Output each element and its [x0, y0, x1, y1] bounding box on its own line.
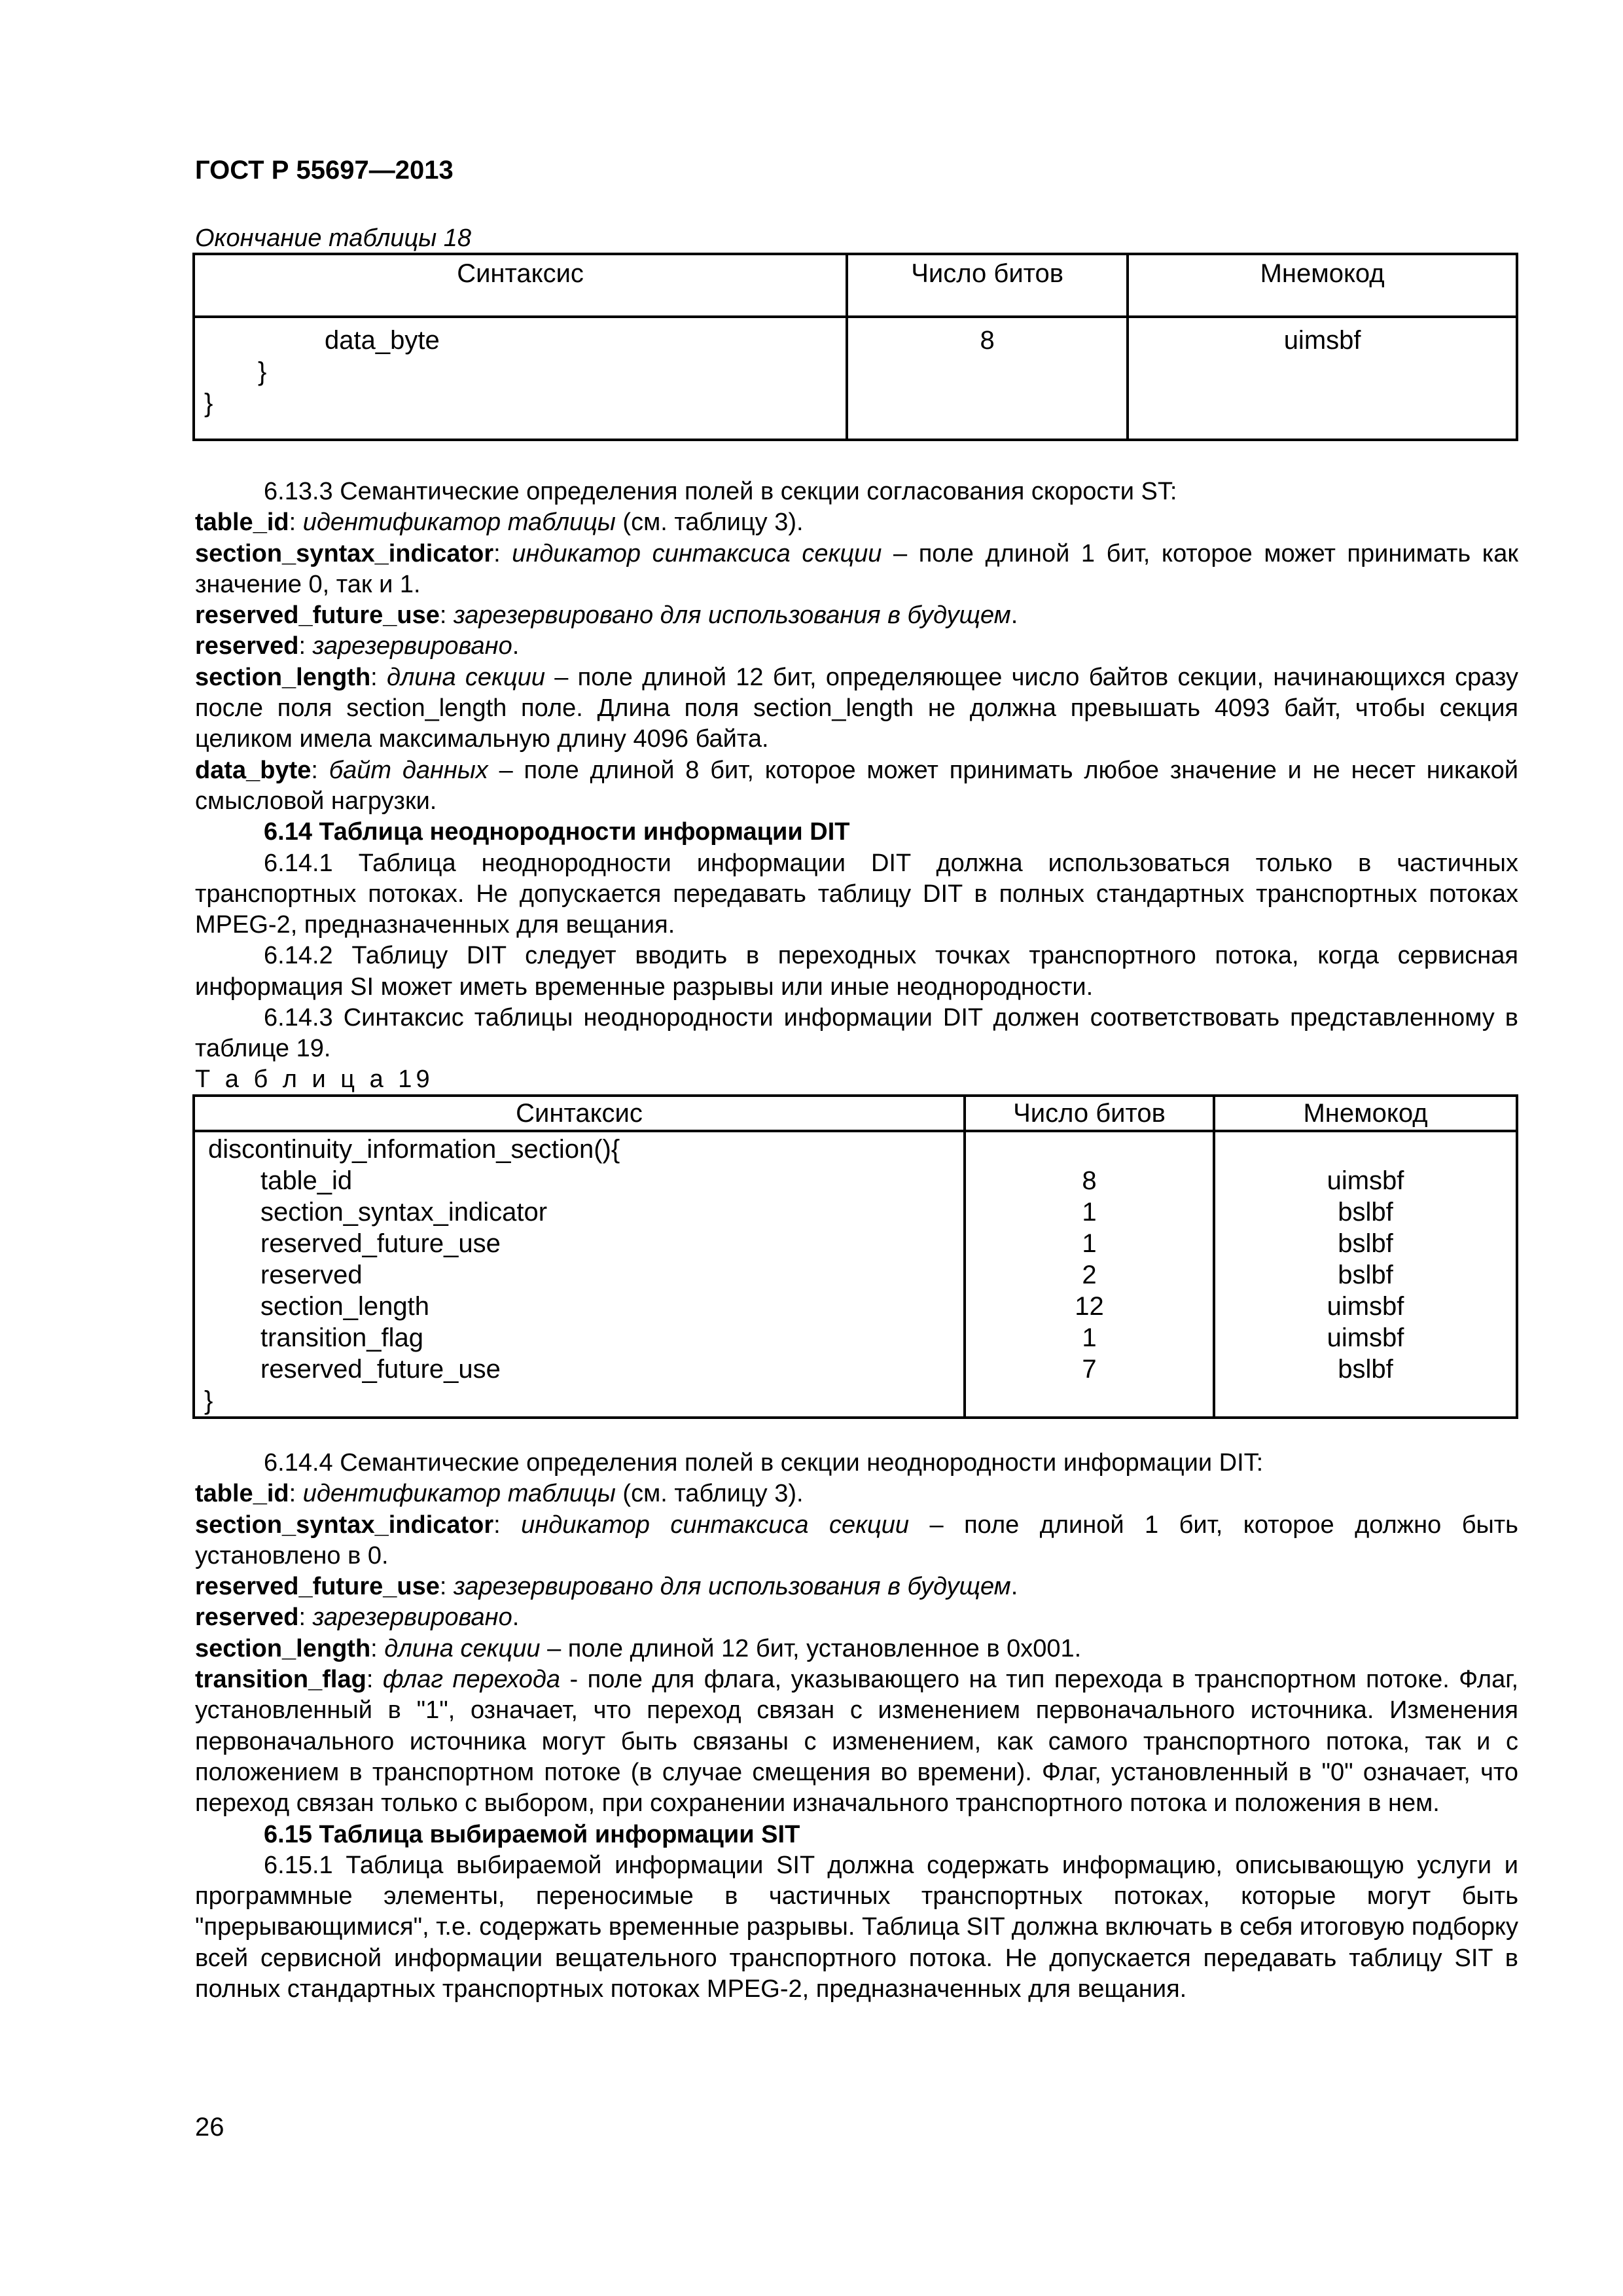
table19-syntax-line: reserved_future_use [260, 1229, 501, 1258]
paragraph-6-15-1: 6.15.1 Таблица выбираемой информации SIT должна содержать информацию, описывающую услуги и программные элементы, переносимые в частичных транспортных потоках, которые могут быть "прерывающимися", т.е. содержать временные разрывы. Таблица SIT должна включать в себя итоговую подборку всей сервисной информации вещательного транспортного потока. Не допускается передавать таблицу SIT в полных стандартных транспортных потоках MPEG-2, предназначенных для вещания. [195, 1851, 1518, 2003]
paragraph-6-14-3: 6.14.3 Синтаксис таблицы неоднородности информации DIT должен соответствовать представленному в таблице 19. [195, 1004, 1518, 1063]
definition: reserved: зарезервировано. [195, 632, 520, 660]
table19-bits-value: 8 [1082, 1166, 1097, 1195]
definition: reserved_future_use: зарезервировано для использования в будущем. [195, 1573, 1018, 1601]
definition: table_id: идентификатор таблицы (см. таблицу 3). [195, 1480, 804, 1508]
table19-mnemonic-value: bslbf [1338, 1229, 1393, 1258]
table18-bits-value: 8 [980, 326, 995, 355]
table18-mnemonic-value: uimsbf [1283, 326, 1361, 355]
section-heading-6-15: 6.15 Таблица выбираемой информации SIT [264, 1820, 800, 1848]
table18-syntax-line: data_byte [325, 326, 440, 355]
definition: section_length: длина секции – поле длиной 12 бит, определяющее число байтов секции, начинающихся сразу после поля section_length поле. Длина поля section_length не должна превышать 4093 байт, чтобы секция целиком имела максимальную длину 4096 байта. [195, 663, 1519, 753]
table19-bits-value: 1 [1082, 1198, 1097, 1227]
table-19 [192, 1094, 1518, 1419]
table19-mnemonic-cell [1214, 1131, 1517, 1418]
table19-bits-value: 1 [1082, 1229, 1097, 1258]
table19-syntax-line: reserved_future_use [260, 1355, 501, 1384]
table19-bits-value [966, 1134, 1213, 1165]
sec6144-intro: 6.14.4 Семантические определения полей в секции неоднородности информации DIT: [264, 1449, 1264, 1477]
table19-syntax-line: discontinuity_information_section(){ [208, 1135, 620, 1164]
table19-syntax-line: section_length [260, 1292, 429, 1321]
document-code: ГОСТ Р 55697—2013 [195, 156, 454, 185]
definition: table_id: идентификатор таблицы (см. таблицу 3). [195, 509, 804, 537]
table19-bits-value [966, 1385, 1213, 1416]
section-heading-6-14: 6.14 Таблица неоднородности информации DIT [264, 818, 850, 846]
table-18 [192, 253, 1518, 441]
table19-header-syntax: Синтаксис [194, 1096, 965, 1131]
table19-syntax-line: table_id [260, 1166, 353, 1195]
table19-mnemonic-value: bslbf [1338, 1261, 1393, 1289]
table18-header-syntax: Синтаксис [194, 254, 847, 317]
table19-mnemonic-value [1215, 1134, 1516, 1165]
table18-mnemonic-cell [1128, 317, 1517, 440]
table19-body-row [194, 1131, 1517, 1418]
table18-caption: Окончание таблицы 18 [195, 224, 472, 252]
table19-header-bits: Число битов [965, 1096, 1214, 1131]
definition: reserved: зарезервировано. [195, 1604, 520, 1632]
table19-mnemonic-value: uimsbf [1327, 1323, 1404, 1352]
table18-syntax-line: } [204, 389, 213, 418]
table18-header-row [194, 254, 1517, 317]
text-block-6-14-4 [195, 1448, 1518, 2005]
table19-bits-value: 7 [1082, 1355, 1097, 1384]
table19-header-mnemonic: Мнемокод [1214, 1096, 1517, 1131]
table18-body-row [194, 317, 1517, 440]
table19-bits-value: 12 [1075, 1292, 1104, 1321]
table19-syntax-line: reserved [260, 1261, 363, 1289]
table19-mnemonic-value [1215, 1385, 1516, 1416]
definition: reserved_future_use: зарезервировано для использования в будущем. [195, 601, 1018, 630]
table19-bits-value: 1 [1082, 1323, 1097, 1352]
definition: transition_flag: флаг перехода - поле для флага, указывающего на тип перехода в транспортном потоке. Флаг, установленный в "1", означает, что переход связан с изменением первоначального источника. Изменения первоначального источника могут быть связаны с изменением, как самого транспортного потока, так и с положением в транспортном потоке (в случае смещения во времени). Флаг, установленный в "0" означает, что переход связан только с выбором, при сохранении изначального транспортного потока и положения в нем. [195, 1666, 1518, 1818]
table19-syntax-line: } [204, 1386, 213, 1415]
table18-syntax-cell [194, 317, 847, 440]
sec6133-intro: 6.13.3 Семантические определения полей в секции согласования скорости ST: [264, 478, 1177, 505]
table19-syntax-cell [194, 1131, 965, 1418]
table19-mnemonic-value: uimsbf [1327, 1292, 1404, 1321]
definition: data_byte: байт данных – поле длиной 8 бит, которое может принимать любое значение и не несет никакой смысловой нагрузки. [195, 756, 1519, 815]
table19-syntax-line: section_syntax_indicator [260, 1198, 548, 1227]
definition: section_syntax_indicator: индикатор синтаксиса секции – поле длиной 1 бит, которое может принимать как значение 0, так и 1. [195, 539, 1518, 598]
definition: section_syntax_indicator: индикатор синтаксиса секции – поле длиной 1 бит, которое должно быть установлено в 0. [195, 1511, 1518, 1570]
paragraph-6-14-2: 6.14.2 Таблицу DIT следует вводить в переходных точках транспортного потока, когда сервисная информация SI может иметь временные разрывы или иные неоднородности. [195, 942, 1518, 1001]
table19-caption: Т а б л и ц а 19 [195, 1066, 434, 1093]
table18-header-mnemonic: Мнемокод [1128, 254, 1517, 317]
table18-bits-cell [847, 317, 1128, 440]
table19-mnemonic-value: bslbf [1338, 1355, 1393, 1384]
table19-bits-value: 2 [1082, 1261, 1097, 1289]
page-number: 26 [195, 2113, 224, 2142]
table19-bits-cell [965, 1131, 1214, 1418]
table19-syntax-line: transition_flag [260, 1323, 424, 1352]
definition: section_length: длина секции – поле длиной 12 бит, установленное в 0x001. [195, 1634, 1082, 1662]
table19-header-row [194, 1096, 1517, 1131]
table19-mnemonic-value: bslbf [1338, 1198, 1393, 1227]
text-block-6-13-3 [195, 476, 1518, 1065]
table18-header-bits: Число битов [847, 254, 1128, 317]
table19-mnemonic-value: uimsbf [1327, 1166, 1404, 1195]
paragraph-6-14-1: 6.14.1 Таблица неоднородности информации DIT должна использоваться только в частичных транспортных потоках. Не допускается передавать таблицу DIT в полных стандартных транспортных потоках MPEG-2, предназначенных для вещания. [195, 849, 1518, 939]
table18-syntax-line: } [258, 357, 267, 386]
